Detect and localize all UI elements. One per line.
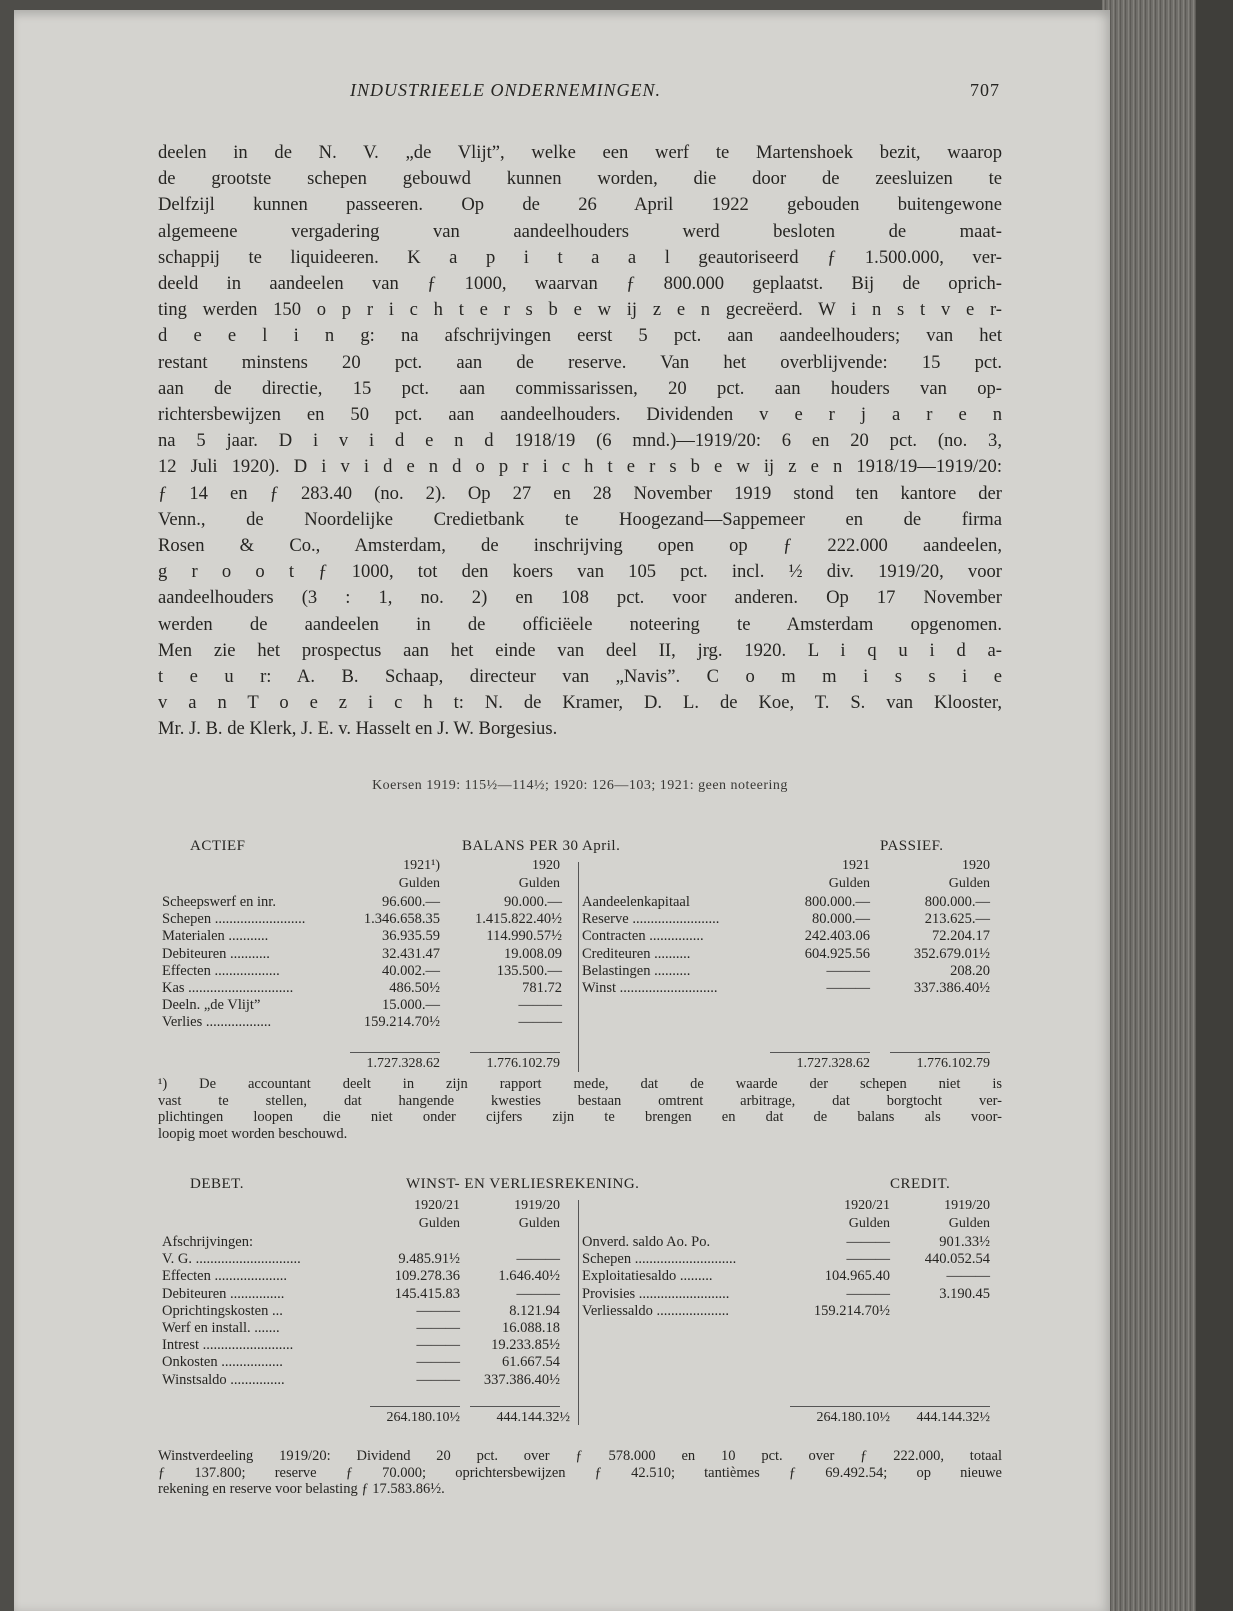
body-line: deelen in de N. V. „de Vlijt”, welke een werf te Martenshoek bezit, waarop (158, 142, 1002, 163)
body-line: algemeene vergadering van aandeelhouders werd besloten de maat- (158, 220, 1002, 242)
wv-r-col1-year: 1920/21 (844, 1198, 890, 1213)
debet-row-value-1: 109.278.36 (394, 1268, 460, 1285)
body-line: g r o o t ƒ 1000, tot den koers van 105 pct. incl. ½ div. 1919/20, voor (158, 561, 1002, 583)
passief-row (582, 946, 992, 963)
credit-row (582, 1303, 992, 1320)
balans-r-col1-year: 1921 (842, 858, 870, 873)
balans-total-l2: 1.776.102.79 (486, 1056, 560, 1071)
credit-row-value-2: 3.190.45 (939, 1285, 990, 1302)
passief-row-label: Crediteuren .......... (582, 945, 691, 962)
actief-row (162, 946, 572, 963)
footnote (158, 1076, 1002, 1142)
debet-row-label: Effecten .................... (162, 1268, 287, 1285)
actief-row (162, 928, 572, 945)
winstverdeeling-line: rekening en reserve voor belasting ƒ 17.583.86½. (158, 1481, 445, 1497)
wv-total-r1: 264.180.10½ (816, 1410, 890, 1425)
credit-row-label: Provisies ......................... (582, 1285, 730, 1302)
credit-row-value-1: 104.965.40 (824, 1268, 890, 1285)
actief-row (162, 1014, 572, 1031)
wv-total-l2: 444.144.32½ (496, 1410, 570, 1425)
winstverdeeling-line: ƒ 137.800; reserve ƒ 70.000; oprichtersbewijzen ƒ 42.510; tantièmes ƒ 69.492.54; op nieuwe (158, 1464, 1002, 1481)
passief-row (582, 928, 992, 945)
credit-row (582, 1234, 992, 1251)
actief-row-label: Verlies .................. (162, 1014, 272, 1031)
wv-total-r2: 444.144.32½ (916, 1410, 990, 1425)
credit-row-value-1: ——— (846, 1285, 890, 1302)
wv-l-col2-unit: Gulden (518, 1216, 560, 1231)
debet-row-label: Debiteuren ............... (162, 1285, 285, 1302)
actief-row-value-1: 1.346.658.35 (363, 911, 440, 928)
wv-l-col1-unit: Gulden (418, 1216, 460, 1231)
balans-l-col1-year: 1921¹) (403, 858, 440, 873)
debet-row-value-2: 61.667.54 (502, 1354, 560, 1371)
actief-list (162, 894, 572, 1032)
wv-r-col2-unit: Gulden (948, 1216, 990, 1231)
debet-row-value-2: 19.233.85½ (491, 1337, 560, 1354)
debet-row (162, 1337, 572, 1354)
footnote-line: loopig moet worden beschouwd. (158, 1125, 348, 1142)
balans-total-l1: 1.727.328.62 (366, 1056, 440, 1071)
balans-total-rule (770, 1052, 870, 1053)
body-line: ting werden 150 o p r i c h t e r s b e w ij z e n gecreëerd. W i n s t v e r- (158, 299, 1002, 321)
passief-row-label: Contracten ............... (582, 928, 704, 945)
actief-row-value-1: 159.214.70½ (363, 1014, 440, 1031)
debet-row (162, 1303, 572, 1320)
credit-row-value-1: ——— (846, 1234, 890, 1250)
passief-row-value-1: ——— (826, 979, 870, 996)
credit-row-label: Exploitatiesaldo ......... (582, 1268, 713, 1285)
debet-row-value-1: 9.485.91½ (398, 1251, 460, 1268)
passief-row-value-2: 800.000.— (924, 894, 990, 910)
debet-row-label: Onkosten ................. (162, 1354, 283, 1371)
passief-row-value-1: 800.000.— (804, 894, 870, 910)
wv-l-col1-year: 1920/21 (414, 1198, 460, 1213)
passief-row-value-1: ——— (826, 962, 870, 979)
passief-row-value-1: 242.403.06 (804, 928, 870, 945)
running-header (350, 80, 1000, 110)
actief-row-label: Deeln. „de Vlijt” (162, 997, 261, 1014)
body-line: de grootste schepen gebouwd kunnen worden, die door de zeesluizen te (158, 168, 1002, 190)
wv-left-title: DEBET. (190, 1176, 244, 1192)
winstverdeeling-note (158, 1448, 1002, 1498)
balans-left-title: ACTIEF (190, 838, 246, 854)
balans-total-r2: 1.776.102.79 (916, 1056, 990, 1071)
body-line: Venn., de Noordelijke Credietbank te Hoogezand—Sappemeer en de firma (158, 508, 1002, 530)
body-line: Rosen & Co., Amsterdam, de inschrijving open op ƒ 222.000 aandeelen, (158, 535, 1002, 557)
actief-row-value-1: 96.600.— (382, 894, 440, 910)
passief-row-value-2: 72.204.17 (932, 928, 990, 945)
passief-row (582, 980, 992, 997)
actief-row-value-2: 114.990.57½ (486, 928, 562, 945)
credit-row (582, 1251, 992, 1268)
actief-row-value-1: 32.431.47 (382, 945, 440, 962)
passief-list (582, 894, 992, 997)
debet-row-value-1: ——— (416, 1371, 460, 1388)
debet-row-value-2: 8.121.94 (509, 1302, 560, 1319)
actief-row-value-2: 1.415.822.40½ (475, 911, 562, 928)
body-line: restant minstens 20 pct. aan de reserve. Van het overblijvende: 15 pct. (158, 351, 1002, 373)
debet-row (162, 1251, 572, 1268)
balans-total-rule (470, 1052, 560, 1053)
footnote-line: plichtingen loopen die niet onder cijfers zijn te brengen en dat de balans als voor- (158, 1109, 1002, 1125)
debet-row-value-2: 337.386.40½ (483, 1371, 560, 1388)
actief-row (162, 963, 572, 980)
passief-row-label: Aandeelenkapitaal (582, 894, 690, 910)
debet-row-label: Intrest ......................... (162, 1337, 294, 1354)
balans-right-title: PASSIEF. (880, 838, 944, 854)
debet-row (162, 1372, 572, 1389)
debet-row-value-1: ——— (416, 1319, 460, 1336)
passief-row (582, 911, 992, 928)
debet-row-value-1: ——— (416, 1337, 460, 1354)
koersen-line: Koersen 1919: 115½—114½; 1920: 126—103; 1921: geen noteering (372, 778, 788, 793)
body-paragraph (158, 140, 1002, 743)
credit-row-value-1: ——— (846, 1251, 890, 1268)
credit-row-value-2: ——— (946, 1268, 990, 1285)
debet-row-value-1: ——— (416, 1354, 460, 1371)
actief-row-value-2: 781.72 (522, 979, 562, 996)
credit-row-value-1: 159.214.70½ (813, 1302, 890, 1319)
debet-row-label: Afschrijvingen: (162, 1234, 254, 1250)
body-line: richtersbewijzen en 50 pct. aan aandeelhouders. Dividenden v e r j a r e n (158, 404, 1002, 426)
actief-row-value-1: 40.002.— (382, 962, 440, 979)
credit-row-label: Onverd. saldo Ao. Po. (582, 1234, 711, 1250)
book-edge (1196, 0, 1233, 1611)
body-line: na 5 jaar. D i v i d e n d 1918/19 (6 mnd.)—1919/20: 6 en 20 pct. (no. 3, (158, 430, 1002, 452)
footnote-line: vast te stellen, dat hangende kwesties bestaan omtrent arbitrage, dat borgtocht ver- (158, 1092, 1002, 1109)
header-title: INDUSTRIEELE ONDERNEMINGEN. (350, 80, 661, 100)
actief-row-value-2: ——— (518, 997, 562, 1014)
balans-total-rule (350, 1052, 440, 1053)
debet-row-label: Winstsaldo ............... (162, 1371, 285, 1388)
actief-row-label: Scheepswerf en inr. (162, 894, 276, 910)
passief-row-value-2: 208.20 (950, 962, 990, 979)
credit-row-label: Schepen ............................ (582, 1251, 737, 1268)
credit-row-label: Verliessaldo .................... (582, 1302, 729, 1319)
debet-list (162, 1234, 572, 1389)
credit-row (582, 1286, 992, 1303)
wv-r-col2-year: 1919/20 (944, 1198, 990, 1213)
wv-total-rule (470, 1406, 560, 1407)
wv-total-l1: 264.180.10½ (386, 1410, 460, 1425)
debet-row-value-2: 1.646.40½ (498, 1268, 560, 1285)
actief-row-value-2: 135.500.— (496, 962, 562, 979)
actief-row-value-2: 19.008.09 (504, 945, 562, 962)
debet-row-label: Oprichtingskosten ... (162, 1302, 283, 1319)
credit-row-value-2: 901.33½ (939, 1234, 990, 1250)
body-line: Men zie het prospectus aan het einde van deel II, jrg. 1920. L i q u i d a- (158, 639, 1002, 661)
body-line: deeld in aandeelen van ƒ 1000, waarvan ƒ 800.000 geplaatst. Bij de oprich- (158, 273, 1002, 295)
passief-row (582, 894, 992, 911)
balans-r-col2-unit: Gulden (948, 876, 990, 891)
debet-row (162, 1268, 572, 1285)
wv-r-col1-unit: Gulden (848, 1216, 890, 1231)
passief-row-label: Reserve ........................ (582, 911, 720, 928)
balans-r-col2-year: 1920 (962, 858, 990, 873)
balans-center-title: BALANS PER 30 April. (462, 838, 621, 854)
actief-row-label: Kas ............................. (162, 979, 294, 996)
credit-row (582, 1268, 992, 1285)
passief-row-value-2: 213.625.— (924, 911, 990, 928)
body-line: schappij te liquideeren. K a p i t a a l geautoriseerd ƒ 1.500.000, ver- (158, 246, 1002, 268)
debet-row-value-2: 16.088.18 (502, 1319, 560, 1336)
actief-row (162, 997, 572, 1014)
actief-row (162, 911, 572, 928)
passief-row (582, 963, 992, 980)
balans-total-rule (890, 1052, 990, 1053)
wv-total-rule (370, 1406, 460, 1407)
body-line: Mr. J. B. de Klerk, J. E. v. Hasselt en J. W. Borgesius. (158, 718, 558, 740)
body-line: werden de aandeelen in de officiëele noteering te Amsterdam opgenomen. (158, 613, 1002, 635)
wv-divider (578, 1200, 579, 1425)
body-line: aan de directie, 15 pct. aan commissarissen, 20 pct. aan houders van op- (158, 377, 1002, 399)
actief-row (162, 980, 572, 997)
debet-row-value-1: 145.415.83 (394, 1285, 460, 1302)
actief-row-value-2: ——— (518, 1014, 562, 1031)
debet-row-label: V. G. ............................. (162, 1251, 301, 1268)
wv-center-title: WINST- EN VERLIESREKENING. (406, 1176, 640, 1192)
balans-r-col1-unit: Gulden (828, 876, 870, 891)
passief-row-value-2: 337.386.40½ (913, 979, 990, 996)
passief-row-label: Belastingen .......... (582, 962, 691, 979)
body-line: d e e l i n g: na afschrijvingen eerst 5 pct. aan aandeelhouders; van het (158, 325, 1002, 347)
wv-total-rule (890, 1406, 990, 1407)
body-line: ƒ 14 en ƒ 283.40 (no. 2). Op 27 en 28 November 1919 stond ten kantore der (158, 482, 1002, 504)
actief-row-value-1: 15.000.— (382, 997, 440, 1014)
debet-row (162, 1320, 572, 1337)
passief-row-value-1: 604.925.56 (804, 945, 870, 962)
footnote-line: ¹) De accountant deelt in zijn rapport mede, dat de waarde der schepen niet is (158, 1076, 1002, 1092)
debet-row-value-2: ——— (516, 1251, 560, 1268)
credit-list (582, 1234, 992, 1320)
actief-row-value-1: 486.50½ (389, 979, 440, 996)
actief-row-label: Schepen ......................... (162, 911, 306, 928)
balans-l-col1-unit: Gulden (398, 876, 440, 891)
debet-row-value-1: ——— (416, 1302, 460, 1319)
actief-row-value-2: 90.000.— (504, 894, 562, 910)
body-line: v a n T o e z i c h t: N. de Kramer, D. L. de Koe, T. S. van Klooster, (158, 692, 1002, 714)
body-line: Delfzijl kunnen passeeren. Op de 26 April 1922 gebouden buitengewone (158, 194, 1002, 216)
actief-row-value-1: 36.935.59 (382, 928, 440, 945)
page-number: 707 (970, 80, 1000, 100)
actief-row-label: Debiteuren ........... (162, 945, 270, 962)
balans-l-col2-year: 1920 (532, 858, 560, 873)
body-line: aandeelhouders (3 : 1, no. 2) en 108 pct. voor anderen. Op 17 November (158, 587, 1002, 609)
actief-row (162, 894, 572, 911)
debet-row (162, 1234, 572, 1251)
winstverdeeling-line: Winstverdeeling 1919/20: Dividend 20 pct. over ƒ 578.000 en 10 pct. over ƒ 222.000, totaal (158, 1448, 1002, 1464)
wv-right-title: CREDIT. (890, 1176, 951, 1192)
wv-l-col2-year: 1919/20 (514, 1198, 560, 1213)
balans-divider (578, 862, 579, 1072)
debet-row (162, 1286, 572, 1303)
credit-row-value-2: 440.052.54 (924, 1251, 990, 1268)
balans-total-r1: 1.727.328.62 (796, 1056, 870, 1071)
wv-total-rule (790, 1406, 890, 1407)
body-line: t e u r: A. B. Schaap, directeur van „Navis”. C o m m i s s i e (158, 666, 1002, 688)
passief-row-value-1: 80.000.— (812, 911, 870, 928)
debet-row-label: Werf en install. ....... (162, 1319, 280, 1336)
actief-row-label: Materialen ........... (162, 928, 269, 945)
body-line: 12 Juli 1920). D i v i d e n d o p r i c h t e r s b e w ij z e n 1918/19—1919/20: (158, 456, 1002, 478)
debet-row-value-2: ——— (516, 1285, 560, 1302)
passief-row-label: Winst ........................... (582, 979, 718, 996)
debet-row (162, 1354, 572, 1371)
passief-row-value-2: 352.679.01½ (913, 945, 990, 962)
balans-l-col2-unit: Gulden (518, 876, 560, 891)
actief-row-label: Effecten .................. (162, 962, 280, 979)
